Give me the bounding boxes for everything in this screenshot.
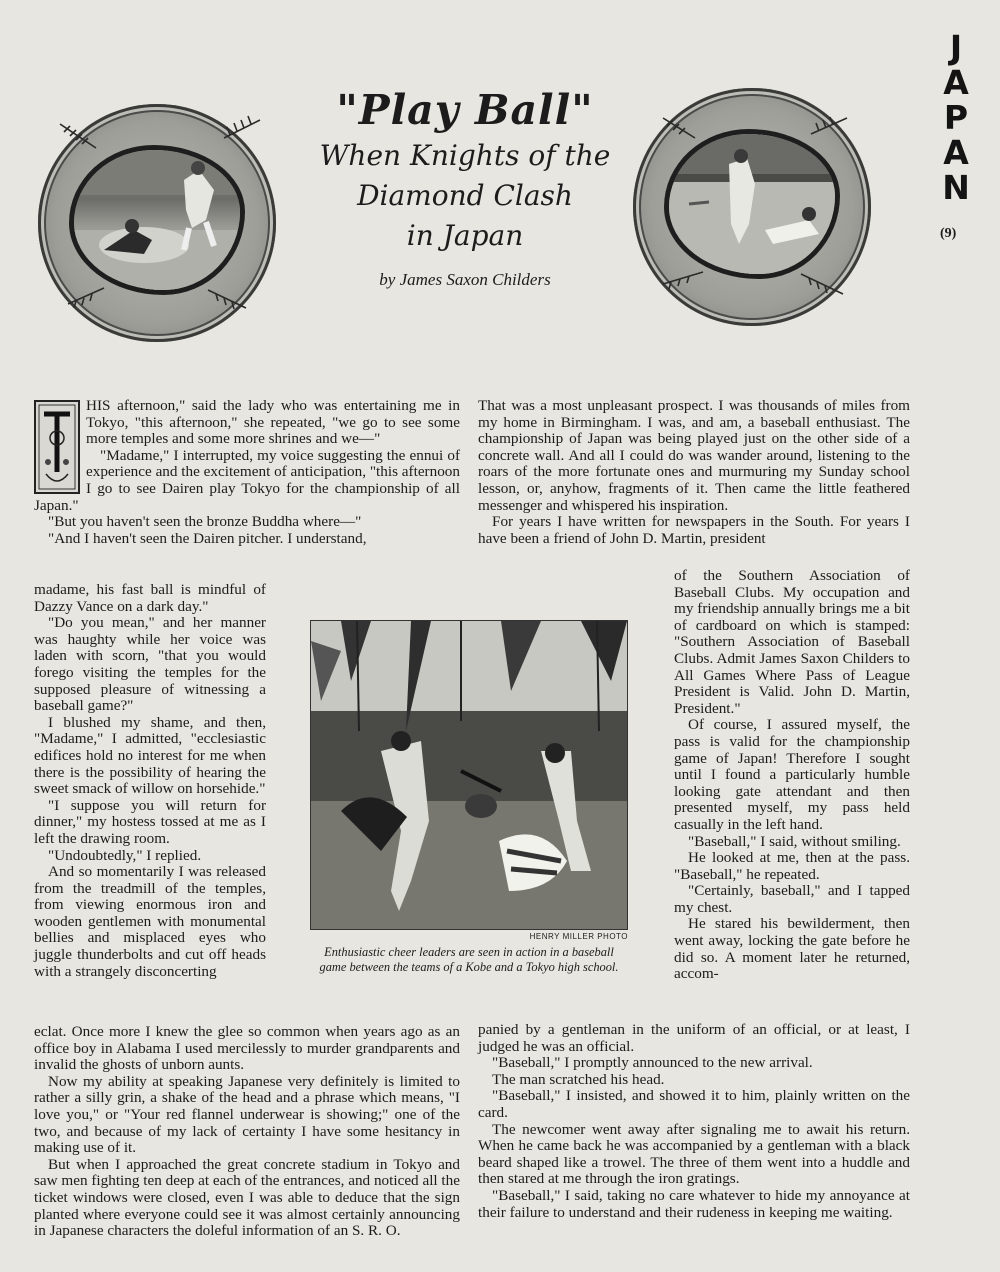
page-number: (9) — [940, 226, 957, 241]
photo-credit: HENRY MILLER PHOTO — [529, 932, 628, 941]
paragraph: panied by a gentleman in the uniform of an official, or at least, I judged he was an official. — [478, 1021, 910, 1055]
tag-play-photo — [669, 134, 835, 274]
paragraph: He looked at me, then at the pass. "Baseball," he repeated. — [674, 849, 910, 883]
dropcap-t-icon — [34, 400, 80, 494]
masthead-letter: J — [949, 28, 963, 67]
article-subtitle-line: Diamond Clash — [357, 179, 573, 212]
paragraph: The newcomer went away after signaling me to await his return. When he came back he was accompanied by a gentleman with a black beard shaped like a trowel. The three of them went into a huddle and then stared at me through the iron gratings. — [478, 1120, 910, 1188]
paragraph: "I suppose you will return for dinner," my hostess tossed at me as I left the drawing room. — [34, 796, 266, 847]
byline: by James Saxon Childers — [379, 270, 551, 289]
masthead-letter: P — [943, 98, 969, 137]
right-column-narrow — [674, 568, 910, 983]
cheer-leaders-figure — [310, 620, 628, 975]
paragraph: "Undoubtedly," I replied. — [48, 846, 202, 864]
paragraph: of the Southern Association of Baseball Clubs. My occupation and my friendship annually brings me a bit of cardboard on which is stamped: "Southern Association of Baseball Clubs. Admit James Saxon Childers to All Games Where Pass of League President is Valid. John D. Martin, President." — [674, 567, 910, 717]
article-subtitle-line: When Knights of the — [319, 139, 611, 172]
right-column-bottom — [478, 1022, 910, 1221]
paragraph: "Certainly, baseball," and I tapped my chest. — [674, 882, 910, 916]
paragraph: "Baseball," I said, taking no care whatever to hide my annoyance at their failure to understand and their rudeness in keeping me waiting. — [478, 1186, 910, 1221]
paragraph: "Baseball," I said, without smiling. — [688, 832, 901, 850]
masthead-letter: A — [943, 63, 969, 102]
paragraph: madame, his fast ball is mindful of Dazzy Vance on a dark day." — [34, 581, 266, 615]
masthead-letter: N — [942, 168, 970, 207]
paragraph: He stared his bewilderment, then went away, locking the gate before he did so. A moment later he returned, accom- — [674, 915, 910, 983]
paragraph: "Do you mean," and her manner was haughty while her voice was laden with scorn, "that you would forego visiting the temples for the supposed pleasure of witnessing a baseball game?" — [34, 614, 266, 715]
paragraph: "Baseball," I promptly announced to the new arrival. — [492, 1054, 813, 1072]
article-title-block — [300, 84, 630, 290]
left-column-narrow — [34, 582, 266, 980]
left-column-top — [34, 398, 460, 547]
paragraph: "But you haven't seen the bronze Buddha where—" — [48, 513, 362, 531]
paragraph: And so momentarily I was released from the treadmill of the temples, from viewing enormous iron and wooden gentlemen with monumental bellies and misplaced eyes who juggle thunderbolts and cut off heads with a strangely disconcerting — [34, 863, 266, 980]
article-subtitle-line: in Japan — [406, 219, 524, 252]
paragraph: The man scratched his head. — [492, 1070, 665, 1088]
sliding-player-photo — [74, 150, 240, 290]
paragraph: Of course, I assured myself, the pass is valid for the championship game of Japan! Therefore I sought until I found a particularly humble looking gate attendant and then presented myself, my pass held casually in the left hand. — [674, 716, 910, 833]
left-medallion-photo — [38, 104, 276, 342]
right-medallion-photo — [633, 88, 871, 326]
paragraph: "And I haven't seen the Dairen pitcher. I understand, — [48, 529, 367, 547]
masthead-letter: A — [943, 133, 969, 172]
paragraph: Now my ability at speaking Japanese very definitely is limited to rather a silly grin, a shake of the head and a phrase which means, "I love you," or "Your red flannel underwear is showing;" one of the two, and because of my lack of certainty I have some hesitancy in making use of it. — [34, 1072, 460, 1157]
cheer-leaders-photo — [310, 620, 628, 930]
photo-caption: Enthusiastic cheer leaders are seen in action in a baseball game between the teams of a Kobe and a Tokyo high school. — [319, 945, 619, 974]
left-column-bottom — [34, 1024, 460, 1240]
right-column-top — [478, 398, 910, 547]
paragraph: HIS afternoon," said the lady who was entertaining me in Tokyo, "this afternoon," she repeated, "we go to see some more temples and some more shrines and we—" — [86, 397, 460, 448]
paragraph: That was a most unpleasant prospect. I was thousands of miles from my home in Birmingham. I was, and am, a baseball enthusiast. The championship of Japan was being played just on the other side of a concrete wall. And all I could do was wander around, listening to the roars of the more fortunate ones and murmuring my Sunday school lesson, or, anyhow, fragments of it. Then came the little feathered messenger and whispered his inspiration. — [478, 397, 910, 514]
paragraph: eclat. Once more I knew the glee so common when years ago as an office boy in Alabama I used mercilessly to murder grandparents and invalid the ghosts of unborn aunts. — [34, 1023, 460, 1074]
masthead-japan — [938, 30, 974, 205]
paragraph: I blushed my shame, and then, "Madame," I admitted, "ecclesiastic edifices hold no interest for me when there is the possibility of hearing the sweet smack of willow on horsehide." — [34, 713, 266, 798]
article-title: "Play Ball" — [336, 86, 594, 134]
paragraph: "Baseball," I insisted, and showed it to him, plainly written on the card. — [478, 1087, 910, 1121]
paragraph: For years I have written for newspapers in the South. For years I have been a friend of John D. Martin, president — [478, 513, 910, 547]
paragraph: But when I approached the great concrete stadium in Tokyo and saw men fighting ten deep at each of the entrances, and noticed all the ticket windows were closed, even I was able to deduce that the sign planted where everyone could see it was almost certainly announcing in Japanese characters the doleful information of an S. R. O. — [34, 1155, 460, 1240]
paragraph: "Madame," I interrupted, my voice suggesting the ennui of experience and the excitement of anticipation, "this afternoon I go to see Dairen play Tokyo for the championship of all Japan." — [34, 446, 460, 514]
